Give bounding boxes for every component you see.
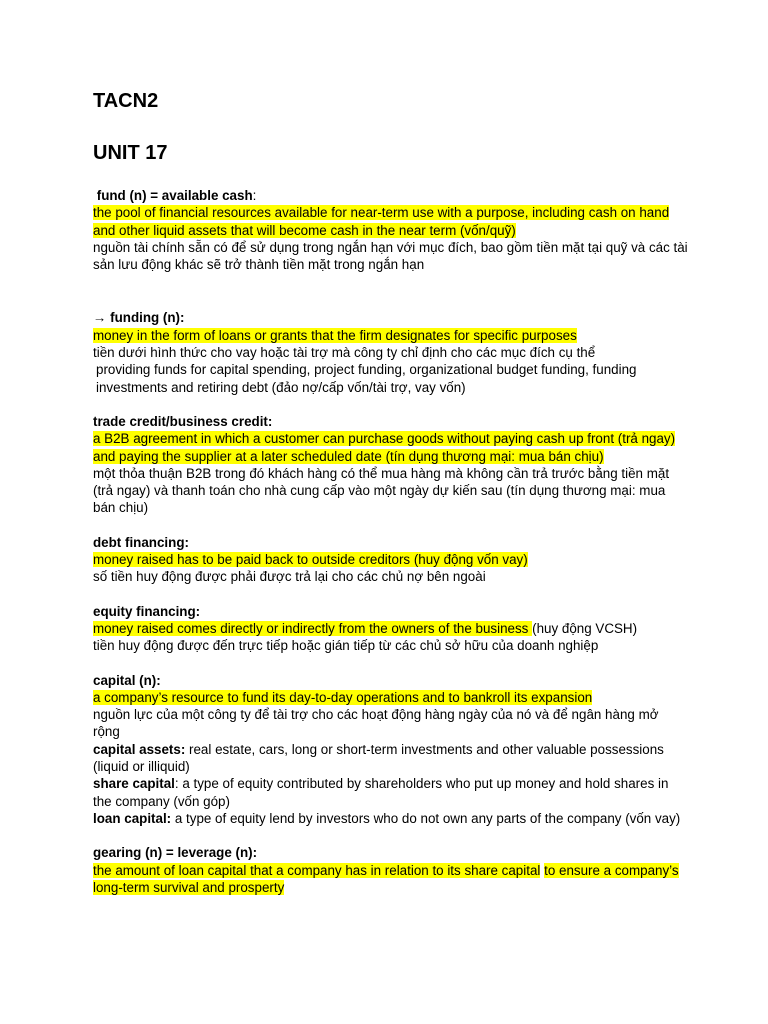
capital-assets-term: capital assets:	[93, 741, 186, 757]
translation: nguồn tài chính sẵn có để sử dụng trong ngắn hạn với mục đích, bao gồm tiền mặt tại quỹ và các tài sản lưu động khác sẽ trở thành tiền mặt trong ngắn hạn	[93, 239, 688, 273]
term-label: debt financing:	[93, 534, 189, 550]
capital-assets-text: real estate, cars, long or short-term investments and other valuable possessions (liquid or illiquid)	[93, 741, 664, 775]
term-label: funding (n):	[110, 310, 185, 326]
entry-trade-credit	[93, 413, 688, 517]
translation: nguồn lực của một công ty để tài trợ cho các hoạt động hàng ngày của nó và để ngân hàng mở rộng	[93, 707, 659, 740]
unit-title: UNIT 17	[93, 142, 168, 164]
highlighted-definition: money in the form of loans or grants that the firm designates for specific purposes	[93, 327, 577, 343]
definition	[93, 862, 688, 897]
term-heading	[93, 603, 688, 620]
spacer	[93, 290, 688, 309]
document-title: TACN2	[93, 90, 159, 112]
share-capital-text: : a type of equity contributed by shareholders who put up money and hold shares in the company (vốn góp)	[93, 776, 669, 809]
term-heading	[93, 844, 688, 861]
term-heading	[93, 672, 688, 689]
highlighted-definition: a B2B agreement in which a customer can purchase goods without paying cash up front (trả ngay) and paying the supplier at a later scheduled date (tín dụng thương mại: mua bán chịu)	[93, 431, 676, 464]
entry-gearing	[93, 844, 688, 896]
term-label: fund (n) = available cash	[96, 188, 253, 203]
entry-funding	[93, 309, 688, 395]
highlighted-definition: the pool of financial resources available for near-term use with a purpose, including cash on hand and other liquid assets that will become cash in the near term (vốn/quỹ)	[93, 205, 670, 238]
term-heading	[93, 309, 688, 326]
term-heading	[93, 534, 688, 551]
entry-fund	[93, 187, 688, 273]
share-capital-term: share capital	[93, 776, 175, 792]
highlighted-definition: money raised comes directly or indirectly from the owners of the business	[93, 620, 533, 636]
term-heading	[93, 413, 688, 430]
translation: một thỏa thuận B2B trong đó khách hàng có thể mua hàng mà không cần trả trước bằng tiền mặt (trả ngay) và thanh toán cho nhà cung cấp vào một ngày dự kiến sau (tín dụng thương mại: mua bán chịu)	[93, 465, 670, 516]
highlighted-definition: a company’s resource to fund its day-to-day operations and to bankroll its expansion	[93, 689, 593, 705]
entry-debt-financing	[93, 534, 688, 586]
term-label: trade credit/business credit:	[93, 413, 273, 429]
definition-tail: (huy động VCSH)	[532, 620, 638, 636]
translation: tiền huy động được đến trực tiếp hoặc gián tiếp từ các chủ sở hữu của doanh nghiệp	[93, 638, 599, 654]
translation: tiền dưới hình thức cho vay hoặc tài trợ mà công ty chỉ định cho các mục đích cụ thể	[93, 345, 596, 361]
share-capital-line	[93, 775, 688, 810]
definition	[93, 204, 688, 239]
arrow-icon: →	[93, 310, 107, 326]
definition	[93, 430, 688, 465]
loan-capital-text: a type of equity lend by investors who do not own any parts of the company (vốn vay)	[171, 810, 681, 826]
definition	[93, 327, 688, 344]
entry-equity-financing	[93, 603, 688, 655]
translation: số tiền huy động được phải được trả lại cho các chủ nợ bên ngoài	[93, 569, 486, 585]
loan-capital-term: loan capital:	[93, 810, 172, 826]
term-label: equity financing:	[93, 603, 201, 619]
term-label: gearing (n) = leverage (n):	[93, 845, 258, 861]
term-heading: fund (n) = available cash:	[96, 188, 257, 203]
highlighted-definition: money raised has to be paid back to outside creditors (huy động vốn vay)	[93, 552, 528, 568]
definition	[93, 689, 688, 706]
entry-capital	[93, 672, 688, 828]
highlighted-definition-part1: the amount of loan capital that a company has in relation to its share capital	[93, 862, 541, 878]
capital-assets-line	[93, 741, 688, 776]
definition	[93, 551, 688, 568]
highlighted-definition-part2: to ensure a company’s long-term survival and prosperty	[93, 862, 679, 895]
example: providing funds for capital spending, project funding, organizational budget funding, funding investments and retiring debt (đảo nợ/cấp vốn/tài trợ, vay vốn)	[96, 362, 637, 395]
loan-capital-line	[93, 810, 688, 827]
term-label: capital (n):	[93, 672, 161, 688]
definition	[93, 620, 688, 637]
